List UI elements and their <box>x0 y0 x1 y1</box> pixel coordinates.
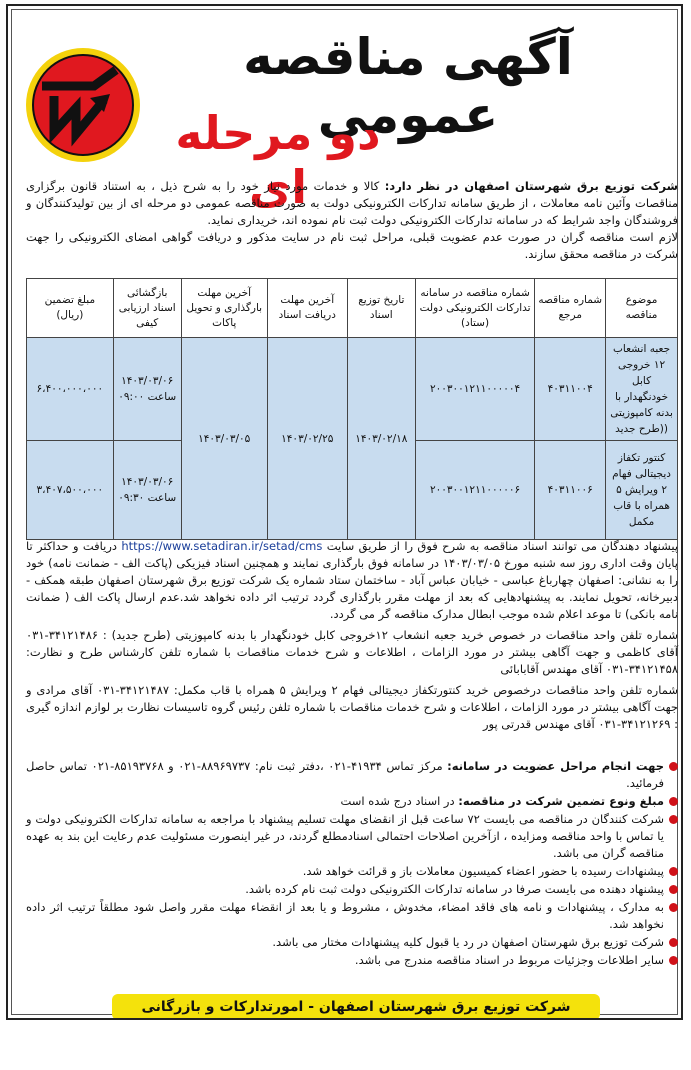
page-subtitle: دو مرحله ای <box>175 106 381 214</box>
list-item <box>26 881 678 898</box>
note-text: پیشنهاد دهنده می بایست صرفا در سامانه تدارکات الکترونیکی دولت ثبت نام کرده باشد. <box>245 882 664 896</box>
note-bold: جهت انجام مراحل عضویت در سامانه: <box>447 759 664 773</box>
bullet-dot-icon <box>669 938 678 947</box>
distribution-date: ۱۴۰۳/۰۲/۱۸ <box>347 338 415 540</box>
row2-ref-no: ۴۰۳۱۱۰۰۶ <box>535 441 606 540</box>
ad-frame <box>6 4 683 1020</box>
note-text: پیشنهادات رسیده با حضور اعضاء کمیسیون معاملات باز و قرائت خواهد شد. <box>302 864 664 878</box>
note-text: شرکت توزیع برق شهرستان اصفهان در رد یا قبول کلیه پیشنهادات مختار می باشد. <box>272 935 664 949</box>
body-text <box>26 538 678 737</box>
row2-guarantee: ۳،۴۰۷،۵۰۰،۰۰۰ <box>27 441 114 540</box>
header-ref-no: شماره مناقصه مرجع <box>535 279 606 338</box>
submission-text-a: پیشنهاد دهندگان می توانند اسناد مناقصه به شرح فوق را از طریق سایت <box>326 539 679 553</box>
header-submit-deadline: آخرین مهلت بارگذاری و تحویل پاکات <box>181 279 267 338</box>
note-text: سایر اطلاعات وجزئیات مربوط در اسناد مناقصه مندرج می باشد. <box>354 953 664 967</box>
bullet-dot-icon <box>669 815 678 824</box>
list-item <box>26 811 678 862</box>
receive-deadline: ۱۴۰۳/۰۲/۲۵ <box>267 338 347 540</box>
bullet-dot-icon <box>669 956 678 965</box>
row1-setad-no: ۲۰۰۳۰۰۱۲۱۱۰۰۰۰۰۴ <box>415 338 535 441</box>
list-item <box>26 863 678 880</box>
bullet-dot-icon <box>669 867 678 876</box>
bullet-dot-icon <box>669 885 678 894</box>
notes-list <box>26 758 678 970</box>
tenders-table <box>26 278 678 540</box>
submission-text-b: دریافت و حداکثر تا پایان وقت اداری روز سه شنبه مورخ ۱۴۰۳/۰۳/۰۵ در سامانه فوق بارگذاری نمایند و همچنین اسناد فیزیکی (پاکت الف - ضمانت نامه) خود را به نشانی: اصفهان چهارباغ عباسی - خیابان عباس آباد - ساختمان ستاد شماره یک شرکت توزیع برق شهرستان اصفهان طبقه همکف - دبیرخانه، تحویل نمایند. به پیشنهادهایی که بعد از مهلت مقرر بارگذاری گردد ترتیب اثر داده نخواهد شد.عدم ارسال پاکت الف ( ضمانت نامه بانکی) تا موعد اعلام شده موجب ابطال مدارک مناقصه گر می گردد. <box>26 539 678 621</box>
intro-text-2: لازم است مناقصه گران در صورت عدم عضویت قبلی، مراحل ثبت نام در سایت مذکور و دریافت گواهی امضای الکترونیکی را جهت شرکت در مناقصه محقق سازند. <box>26 230 678 261</box>
setad-link[interactable]: https://www.setadiran.ir/setad/cms <box>121 539 323 553</box>
note-text: مرکز تماس ۴۱۹۳۴-۰۲۱ ،دفتر ثبت نام: ۸۸۹۶۹۷۳۷-۰۲۱ و ۸۵۱۹۳۷۶۸-۰۲۱ تماس حاصل فرمائید. <box>26 759 664 790</box>
list-item <box>26 758 678 792</box>
header-setad-no: شماره مناقصه در سامانه تدارکات الکترونیکی دولت (ستاد) <box>415 279 535 338</box>
header-distribution-date: تاریخ توزیع اسناد <box>347 279 415 338</box>
row2-setad-no: ۲۰۰۳۰۰۱۲۱۱۰۰۰۰۰۶ <box>415 441 535 540</box>
note-text: به مدارک ، پیشنهادات و نامه های فاقد امضاء، مخدوش ، مشروط و یا بعد از انقضاء مهلت مقرر واصل شود مطلقاً ترتیب اثر داده نخواهد شد. <box>26 900 664 931</box>
bullet-dot-icon <box>669 797 678 806</box>
company-intro: شرکت توزیع برق شهرستان اصفهان در نظر دارد: <box>384 179 678 193</box>
row1-subject: جعبه انشعاب ۱۲ خروجی کابل خودنگهدار با بدنه کامپوزیتی ((طرح جدید <box>606 338 678 441</box>
row1-guarantee: ۶،۴۰۰،۰۰۰،۰۰۰ <box>27 338 114 441</box>
list-item <box>26 793 678 810</box>
row1-ref-no: ۴۰۳۱۱۰۰۴ <box>535 338 606 441</box>
row2-opening-time: ساعت ۰۹:۳۰ <box>118 492 177 504</box>
row2-opening <box>113 441 181 540</box>
note-text: شرکت کنندگان در مناقصه می بایست ۷۲ ساعت قبل از انقضای مهلت تسلیم پیشنهاد با مراجعه به سامانه تدارکات الکترونیکی دولت و یا تماس با واحد مناقصه ومزایده ، ازآخرین اصلاحات احتمالی اسنادمطلع گردند، در غیر اینصورت مسئولیت عدم رعایت این بند به عهده مناقصه گران می باشد. <box>26 812 665 860</box>
submission-paragraph <box>26 538 678 623</box>
header-receive-deadline: آخرین مهلت دریافت اسناد <box>267 279 347 338</box>
header-guarantee: مبلغ تضمین (ریال) <box>27 279 114 338</box>
footer-banner: شرکت توزیع برق شهرستان اصفهان - امورتدارکات و بازرگانی <box>112 994 600 1020</box>
contact-paragraph-2: شماره تلفن واحد مناقصات درخصوص خرید کنتورتکفاز دیجیتالی فهام ۲ ویرایش ۵ همراه با قاب مکمل: ۳۴۱۲۱۴۸۷-۰۳۱ آقای مرادی و جهت آگاهی بیشتر در مورد الزامات ، اطلاعات و شرح خدمات مناقصات با شماره تلفن رئیس گروه تاسیسات نظارت بر لوازم اندازه گیری : ۳۴۱۲۱۲۶۹-۰۳۱ آقای مهندس قدرتی پور <box>26 683 678 731</box>
table-header-row <box>27 279 678 338</box>
list-item <box>26 934 678 951</box>
intro-text-1: کالا و خدمات مورد نیاز خود را به شرح ذیل ، به استناد قانون برگزاری مناقصات وآئین نامه معاملات ، از طریق سامانه تدارکات الکترونیکی دولت به صورت مناقصه عمومی دو مرحله ای از بین تولیدکنندگان و فروشندگان واجد شرایط که در سامانه تدارکات الکترونیکی دولت ثبت نام نموده اند، خریداری نماید. <box>26 179 678 227</box>
list-item <box>26 899 678 933</box>
bullet-dot-icon <box>669 762 678 771</box>
list-item <box>26 952 678 969</box>
bullet-dot-icon <box>669 903 678 912</box>
header-subject: موضوع مناقصه <box>606 279 678 338</box>
table-row <box>27 338 678 441</box>
row2-opening-date: ۱۴۰۳/۰۳/۰۶ <box>121 476 174 488</box>
note-text: در اسناد درج شده است <box>340 794 459 808</box>
intro-paragraph <box>26 178 678 263</box>
contact-paragraph-1: شماره تلفن واحد مناقصات در خصوص خرید جعبه انشعاب ۱۲خروجی کابل خودنگهدار با بدنه کامپوزیتی (طرح جدید) : ۳۴۱۲۱۴۸۶-۰۳۱ آقای کاظمی و جهت آگاهی بیشتر در مورد الزامات ، اطلاعات و شرح خدمات مناقصات با شماره تلفن کارشناس طرح و نظارت: ۳۴۱۲۱۴۵۸-۰۳۱ آقای مهندس آقابابائی <box>26 628 678 676</box>
page-title: آگهی مناقصه عمومی <box>243 28 573 144</box>
row1-opening-date: ۱۴۰۳/۰۳/۰۶ <box>121 375 174 387</box>
header-opening: بازگشائی اسناد ارزیابی کیفی <box>113 279 181 338</box>
note-bold: مبلغ ونوع تضمین شرکت در مناقصه: <box>458 794 664 808</box>
submit-deadline: ۱۴۰۳/۰۳/۰۵ <box>181 338 267 540</box>
power-company-logo-icon <box>24 46 142 164</box>
row1-opening-time: ساعت ۰۹:۰۰ <box>118 391 177 403</box>
row1-opening <box>113 338 181 441</box>
row2-subject: کنتور تکفاز دیجیتالی فهام ۲ ویرایش ۵ همراه با قاب مکمل <box>606 441 678 540</box>
